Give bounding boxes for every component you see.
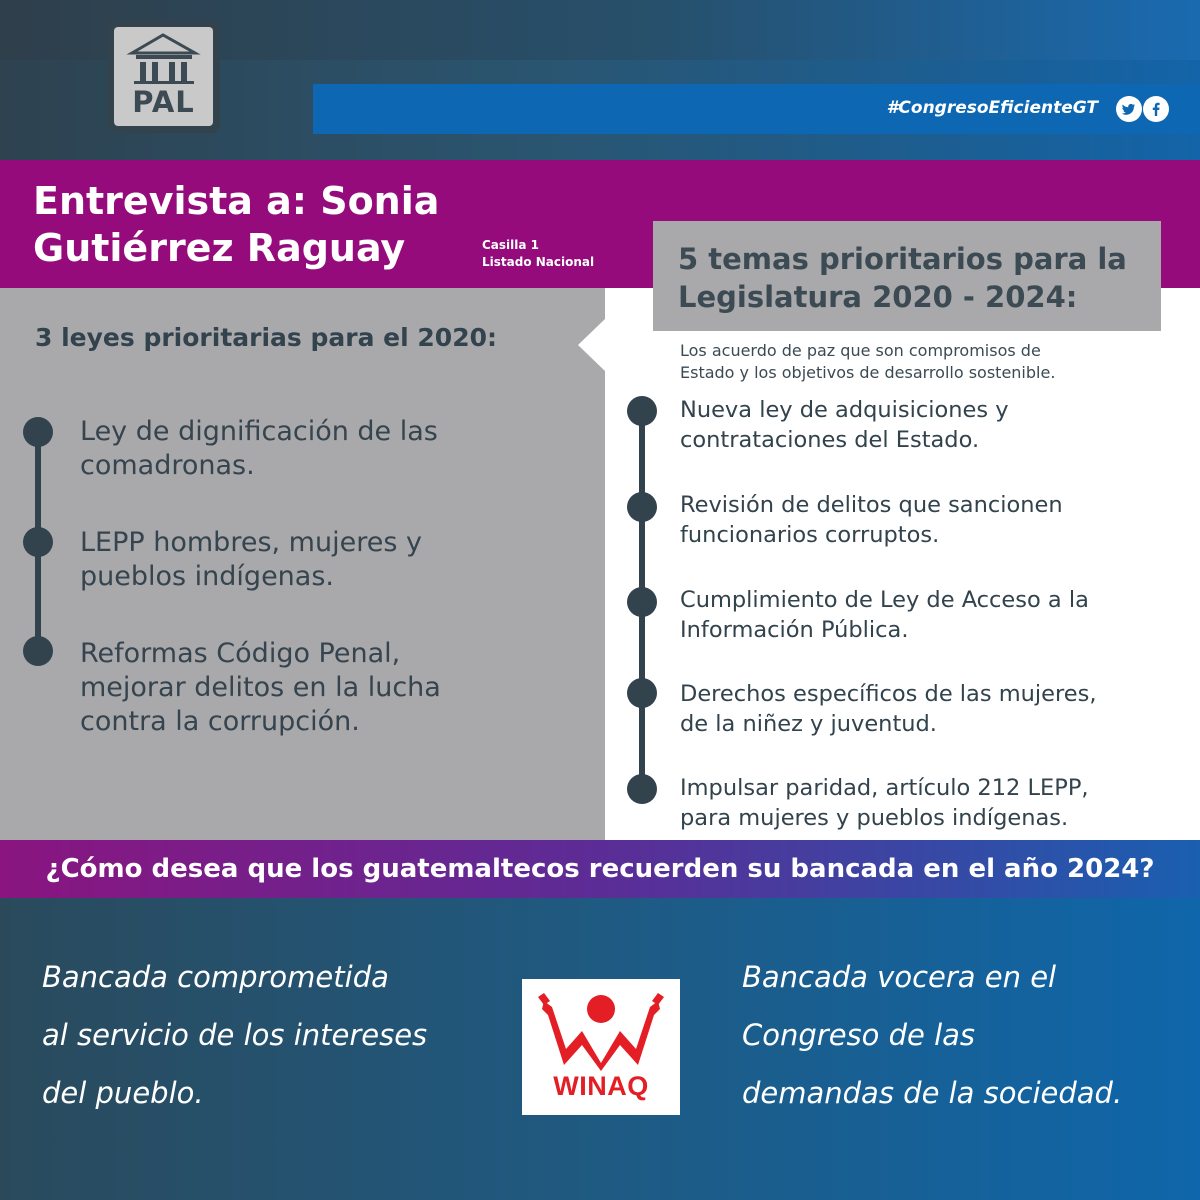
pal-logo <box>107 20 220 133</box>
right-intro: Los acuerdo de paz que son compromisos de Estado y los objetivos de desarrollo sostenible. <box>680 341 1056 382</box>
hashtag-bar <box>313 84 1200 134</box>
left-heading: 3 leyes prioritarias para el 2020: <box>35 323 497 352</box>
pal-logo-inner <box>114 27 213 126</box>
left-list-item: LEPP hombres, mujeres y pueblos indígenas. <box>80 527 422 592</box>
right-list-item: Derechos específicos de las mujeres, de la niñez y juventud. <box>680 681 1097 737</box>
timeline-dot <box>627 587 657 617</box>
answer-right: Bancada vocera en el Congreso de las demandas de la sociedad. <box>742 960 1123 1110</box>
answer-left: Bancada comprometida al servicio de los intereses del pueblo. <box>42 960 428 1110</box>
timeline-dot <box>23 527 53 557</box>
timeline-dot <box>627 774 657 804</box>
timeline-dot <box>23 417 53 447</box>
timeline-dot <box>627 678 657 708</box>
winaq-logo-text: WINAQ <box>553 1071 649 1101</box>
panel-pointer <box>578 318 606 372</box>
right-heading: 5 temas prioritarios para la Legislatura 2020 - 2024: <box>678 242 1127 314</box>
right-list-item: Impulsar paridad, artículo 212 LEPP, para mujeres y pueblos indígenas. <box>680 775 1089 831</box>
casilla-label: Casilla 1 Listado Nacional <box>482 238 595 269</box>
pal-logo-text: PAL <box>132 85 195 119</box>
page-title: Entrevista a: Sonia Gutiérrez Raguay <box>33 179 440 270</box>
left-list-item: Ley de dignificación de las comadronas. <box>80 416 438 481</box>
timeline-dot <box>627 492 657 522</box>
timeline-dot <box>23 636 53 666</box>
hashtag-text[interactable]: #CongresoEficienteGT <box>886 98 1098 118</box>
left-list-item: Reformas Código Penal, mejorar delitos en la lucha contra la corrupción. <box>80 638 441 737</box>
facebook-icon[interactable] <box>1143 96 1169 122</box>
right-list-item: Revisión de delitos que sancionen funcionarios corruptos. <box>680 492 1063 548</box>
winaq-figure-icon <box>522 979 680 1074</box>
right-list-item: Nueva ley de adquisiciones y contrataciones del Estado. <box>680 397 1009 453</box>
timeline-dot <box>627 396 657 426</box>
question-text: ¿Cómo desea que los guatemaltecos recuerden su bancada en el año 2024? <box>45 854 1155 884</box>
right-list-item: Cumplimiento de Ley de Acceso a la Información Pública. <box>680 587 1089 643</box>
building-icon <box>114 27 213 87</box>
winaq-logo <box>522 979 680 1115</box>
twitter-icon[interactable] <box>1116 96 1142 122</box>
